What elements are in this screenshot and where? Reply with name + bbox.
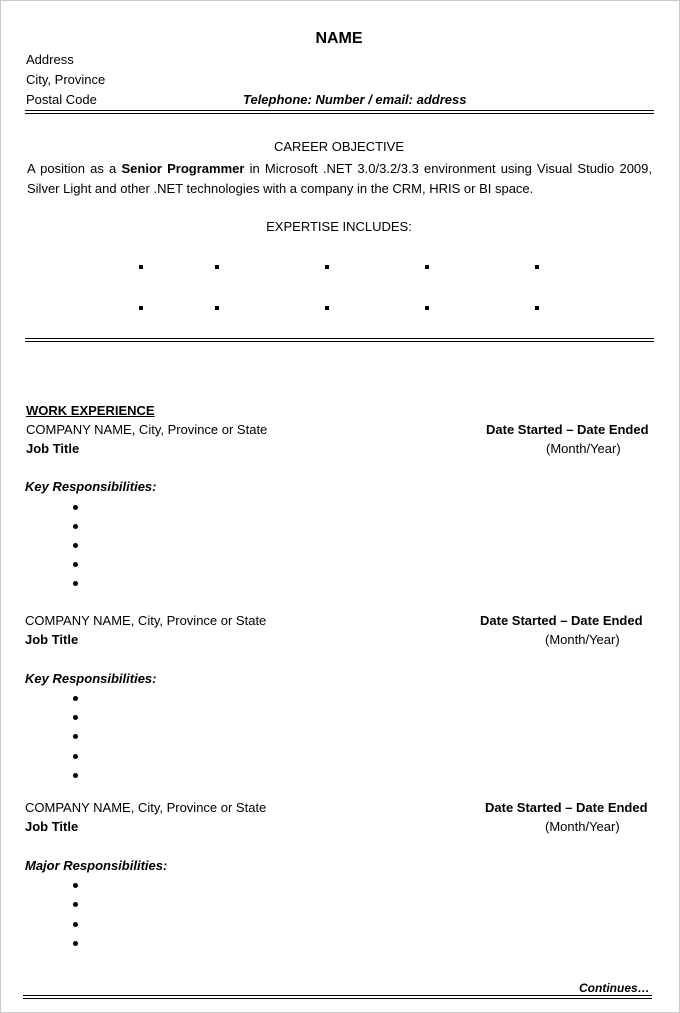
footer-divider-bottom <box>23 998 652 999</box>
career-objective-heading: CAREER OBJECTIVE <box>273 139 405 154</box>
job-title: Job Title <box>25 632 79 647</box>
expertise-bullet <box>535 306 539 310</box>
expertise-bullet <box>325 265 329 269</box>
company-name: COMPANY NAME, City, Province or State <box>26 422 268 437</box>
expertise-bullet <box>215 306 219 310</box>
responsibility-bullet <box>73 883 78 888</box>
responsibility-bullet <box>73 734 78 739</box>
responsibility-bullet <box>73 524 78 529</box>
continues-note: Continues… <box>579 981 650 995</box>
career-objective-text <box>27 159 652 199</box>
resume-name: NAME <box>315 30 363 47</box>
responsibility-bullet <box>73 773 78 778</box>
postal-code-line: Postal Code <box>26 92 97 107</box>
expertise-divider-bottom <box>25 341 654 342</box>
expertise-bullet <box>535 265 539 269</box>
contact-line: Telephone: Number / email: address <box>243 92 467 107</box>
responsibility-bullet <box>73 696 78 701</box>
expertise-bullet <box>139 306 143 310</box>
responsibility-bullet <box>73 543 78 548</box>
company-name: COMPANY NAME, City, Province or State <box>25 613 267 628</box>
expertise-bullet <box>215 265 219 269</box>
responsibility-bullet <box>73 902 78 907</box>
expertise-divider-top <box>25 338 654 339</box>
responsibility-bullet <box>73 922 78 927</box>
objective-text-end: in Microsoft .NET 3.0/3.2/3.3 environment using Visual Studio 2009, Silver Light and other .NET technologies with a company in the CRM, HRIS or BI space. <box>27 161 652 196</box>
date-format-note: (Month/Year) <box>545 819 620 834</box>
responsibility-bullet <box>73 754 78 759</box>
date-format-note: (Month/Year) <box>545 632 620 647</box>
work-experience-heading: WORK EXPERIENCE <box>26 403 155 418</box>
responsibility-bullet <box>73 715 78 720</box>
expertise-bullet <box>425 306 429 310</box>
footer-divider-top <box>23 995 652 996</box>
company-name: COMPANY NAME, City, Province or State <box>25 800 267 815</box>
responsibilities-label: Key Responsibilities: <box>25 479 157 494</box>
expertise-heading: EXPERTISE INCLUDES: <box>266 219 412 234</box>
expertise-bullet <box>139 265 143 269</box>
responsibility-bullet <box>73 505 78 510</box>
address-line: Address <box>26 52 74 67</box>
responsibility-bullet <box>73 581 78 586</box>
responsibility-bullet <box>73 941 78 946</box>
header-divider-top <box>25 110 654 111</box>
expertise-bullet <box>325 306 329 310</box>
expertise-bullet <box>425 265 429 269</box>
employment-dates: Date Started – Date Ended <box>480 613 643 628</box>
city-province-line: City, Province <box>26 72 106 87</box>
header-divider-bottom <box>25 113 654 114</box>
objective-text-start: A position as a <box>27 161 122 176</box>
responsibilities-label: Major Responsibilities: <box>25 858 168 873</box>
job-title: Job Title <box>26 441 80 456</box>
employment-dates: Date Started – Date Ended <box>485 800 648 815</box>
responsibilities-label: Key Responsibilities: <box>25 671 157 686</box>
objective-position: Senior Programmer <box>121 161 245 176</box>
employment-dates: Date Started – Date Ended <box>486 422 649 437</box>
job-title: Job Title <box>25 819 79 834</box>
responsibility-bullet <box>73 562 78 567</box>
date-format-note: (Month/Year) <box>546 441 621 456</box>
